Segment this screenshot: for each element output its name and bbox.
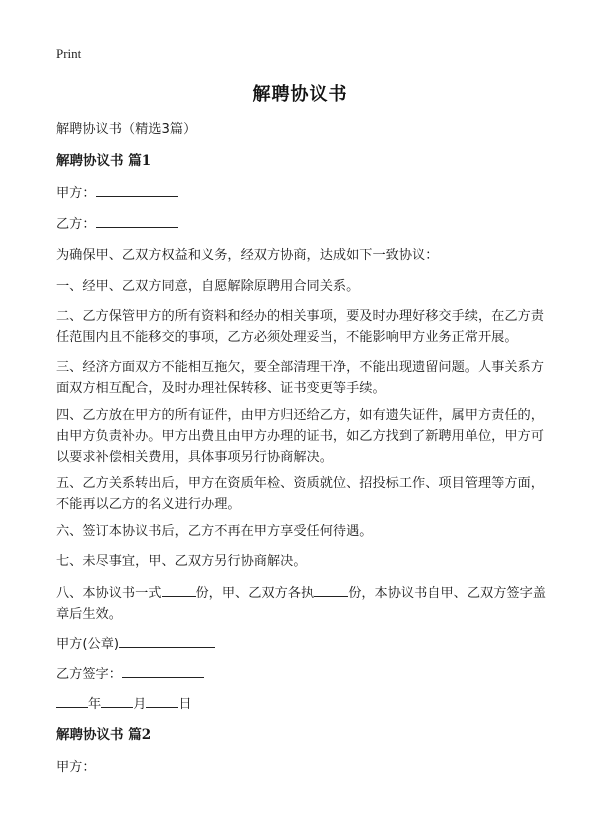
party-b-line — [56, 213, 556, 235]
each-copies-blank — [314, 582, 348, 597]
sign-a-blank — [119, 633, 215, 648]
clause-1: 一、经甲、乙双方同意，自愿解除原聘用合同关系。 — [56, 279, 360, 294]
month-blank — [101, 693, 133, 708]
clause-8-part2: 份，甲、乙双方各执 — [195, 586, 315, 601]
sign-b-line — [56, 663, 556, 685]
party-a-line — [56, 182, 556, 204]
clause-2: 二、乙方保管甲方的所有资料和经办的相关事项，要及时办理好移交手续，在乙方责任范围内且不能移交的事项，乙方必须处理妥当，不能影响甲方业务正常开展。 — [56, 309, 544, 345]
document-title: 解聘协议书 — [252, 84, 348, 105]
day-label: 日 — [178, 697, 192, 712]
document-subtitle: 解聘协议书（精选3篇） — [56, 122, 197, 137]
year-blank — [56, 693, 88, 708]
clause-8-part3: 份，本协议书自甲、乙双方签字盖章后生效。 — [56, 586, 546, 622]
clause-8-part1: 八、本协议书一式 — [56, 586, 162, 601]
sign-b-blank — [122, 663, 204, 678]
date-line — [56, 693, 556, 715]
sign-a-line — [56, 633, 556, 655]
party-a-label: 甲方： — [56, 186, 96, 201]
sign-a-label: 甲方(公章) — [56, 637, 120, 652]
clause-7: 七、未尽事宜，甲、乙双方另行协商解决。 — [56, 554, 307, 569]
clause-3: 三、经济方面双方不能相互拖欠，要全部清理干净，不能出现遗留问题。人事关系方面双方相互配合，及时办理社保转移、证书变更等手续。 — [56, 360, 544, 396]
day-blank — [146, 693, 178, 708]
sign-b-label: 乙方签字： — [56, 667, 122, 682]
party-b-blank — [96, 213, 178, 228]
party-a-blank — [96, 182, 178, 197]
section-2-party-a: 甲方： — [56, 760, 96, 775]
year-label: 年 — [88, 697, 102, 712]
clause-8 — [56, 582, 556, 625]
print-link[interactable]: Print — [56, 46, 82, 61]
section-2-heading: 解聘协议书 篇2 — [56, 727, 152, 743]
copies-blank — [162, 582, 196, 597]
clause-5: 五、乙方关系转出后，甲方在资质年检、资质就位、招投标工作、项目管理等方面，不能再以乙方的名义进行办理。 — [56, 476, 544, 512]
clause-6: 六、签订本协议书后，乙方不再在甲方享受任何待遇。 — [56, 524, 373, 539]
party-b-label: 乙方： — [56, 217, 96, 232]
month-label: 月 — [133, 697, 147, 712]
intro-paragraph: 为确保甲、乙双方权益和义务，经双方协商，达成如下一致协议： — [56, 248, 439, 263]
clause-4: 四、乙方放在甲方的所有证件，由甲方归还给乙方，如有遗失证件，属甲方责任的，由甲方负责补办。甲方出费且由甲方办理的证书，如乙方找到了新聘用单位，甲方可以要求补偿相关费用，具体事项另行协商解决。 — [56, 408, 544, 465]
section-1-heading: 解聘协议书 篇1 — [56, 153, 152, 169]
